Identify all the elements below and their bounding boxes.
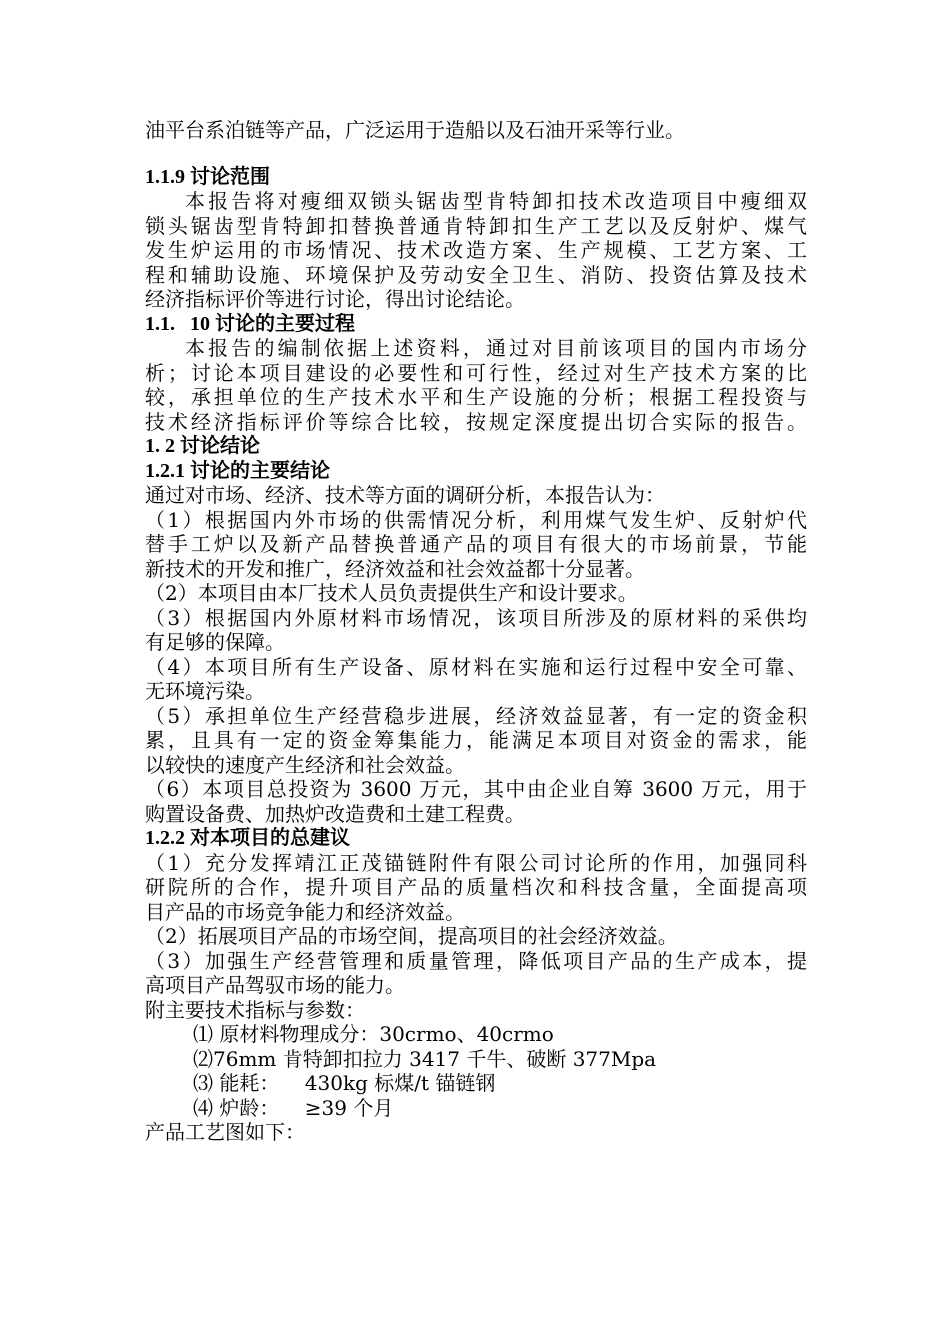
document-page [145, 118, 807, 1145]
parameter-item: ⑵76mm 肯特卸扣拉力 3417 千牛、破断 377Mpa [193, 1046, 657, 1071]
paragraph-line: 通过对市场、经济、技术等方面的调研分析，本报告认为： [145, 483, 665, 507]
paragraph-line: 较，承担单位的生产技术水平和生产设施的分析；根据工程投资与 [145, 385, 807, 409]
list-item-line: （1）充分发挥靖江正茂锚链附件有限公司讨论所的作用，加强同科 [145, 850, 807, 875]
list-item-line: 目产品的市场竞争能力和经济效益。 [145, 899, 465, 924]
paragraph-line: 技术经济指标评价等综合比较，按规定深度提出切合实际的报告。 [145, 409, 807, 434]
list-item-line: 高项目产品驾驭市场的能力。 [145, 973, 405, 997]
list-item-line: 以较快的速度产生经济和社会效益。 [145, 752, 465, 777]
section-heading-1-1-9: 1.1.9 讨论范围 [145, 165, 270, 188]
list-item-line: （3）根据国内外原材料市场情况，该项目所涉及的原材料的采供均 [145, 605, 807, 630]
section-heading-1-1-10: 1.1. 10 讨论的主要过程 [145, 312, 355, 335]
list-item-line: 无环境污染。 [145, 679, 265, 703]
list-item-line: （6）本项目总投资为 3600 万元，其中由企业自筹 3600 万元，用于 [145, 777, 807, 801]
paragraph-line: 油平台系泊链等产品，广泛运用于造船以及石油开采等行业。 [145, 118, 685, 142]
list-item-line: 新技术的开发和推广，经济效益和社会效益都十分显著。 [145, 556, 645, 581]
paragraph-line: 发生炉运用的市场情况、技术改造方案、生产规模、工艺方案、工 [145, 238, 807, 262]
paragraph-line: 锁头锯齿型肯特卸扣替换普通肯特卸扣生产工艺以及反射炉、煤气 [145, 213, 807, 238]
paragraph-line: 本报告的编制依据上述资料，通过对目前该项目的国内市场分 [185, 336, 807, 360]
parameter-item: ⑷ 炉龄： ≥39 个月 [193, 1095, 394, 1120]
list-item-line: （1）根据国内外市场的供需情况分析，利用煤气发生炉、反射炉代 [145, 507, 807, 532]
list-item-line: （2）本项目由本厂技术人员负责提供生产和设计要求。 [145, 581, 638, 605]
list-item-line: （3）加强生产经营管理和质量管理，降低项目产品的生产成本，提 [145, 948, 807, 973]
parameter-item: ⑶ 能耗： 430kg 标煤/t 锚链钢 [193, 1071, 496, 1095]
list-item-line: 累，且具有一定的资金筹集能力，能满足本项目对资金的需求，能 [145, 728, 807, 752]
paragraph-line: 本报告将对瘦细双锁头锯齿型肯特卸扣技术改造项目中瘦细双 [185, 189, 807, 213]
appendix-title: 附主要技术指标与参数： [145, 997, 365, 1022]
list-item-line: （5）承担单位生产经营稳步进展，经济效益显著，有一定的资金积 [145, 703, 807, 728]
list-item-line: （4）本项目所有生产设备、原材料在实施和运行过程中安全可靠、 [145, 654, 807, 679]
paragraph-line: 程和辅助设施、环境保护及劳动安全卫生、消防、投资估算及技术 [145, 262, 807, 287]
section-heading-1-2-1: 1.2.1 讨论的主要结论 [145, 459, 330, 482]
list-item-line: 有足够的保障。 [145, 630, 285, 654]
list-item-line: 研院所的合作，提升项目产品的质量档次和科技含量，全面提高项 [145, 875, 807, 899]
section-heading-1-2: 1. 2 讨论结论 [145, 435, 260, 457]
closing-line: 产品工艺图如下： [145, 1120, 305, 1144]
list-item-line: 购置设备费、加热炉改造费和土建工程费。 [145, 801, 525, 826]
paragraph-line: 析；讨论本项目建设的必要性和可行性，经过对生产技术方案的比 [145, 360, 807, 385]
paragraph-line: 经济指标评价等进行讨论，得出讨论结论。 [145, 287, 525, 311]
parameter-item: ⑴ 原材料物理成分：30crmo、40crmo [193, 1022, 554, 1046]
section-heading-1-2-2: 1.2.2 对本项目的总建议 [145, 827, 350, 849]
list-item-line: （2）拓展项目产品的市场空间，提高项目的社会经济效益。 [145, 924, 678, 948]
list-item-line: 替手工炉以及新产品替换普通产品的项目有很大的市场前景，节能 [145, 532, 807, 556]
